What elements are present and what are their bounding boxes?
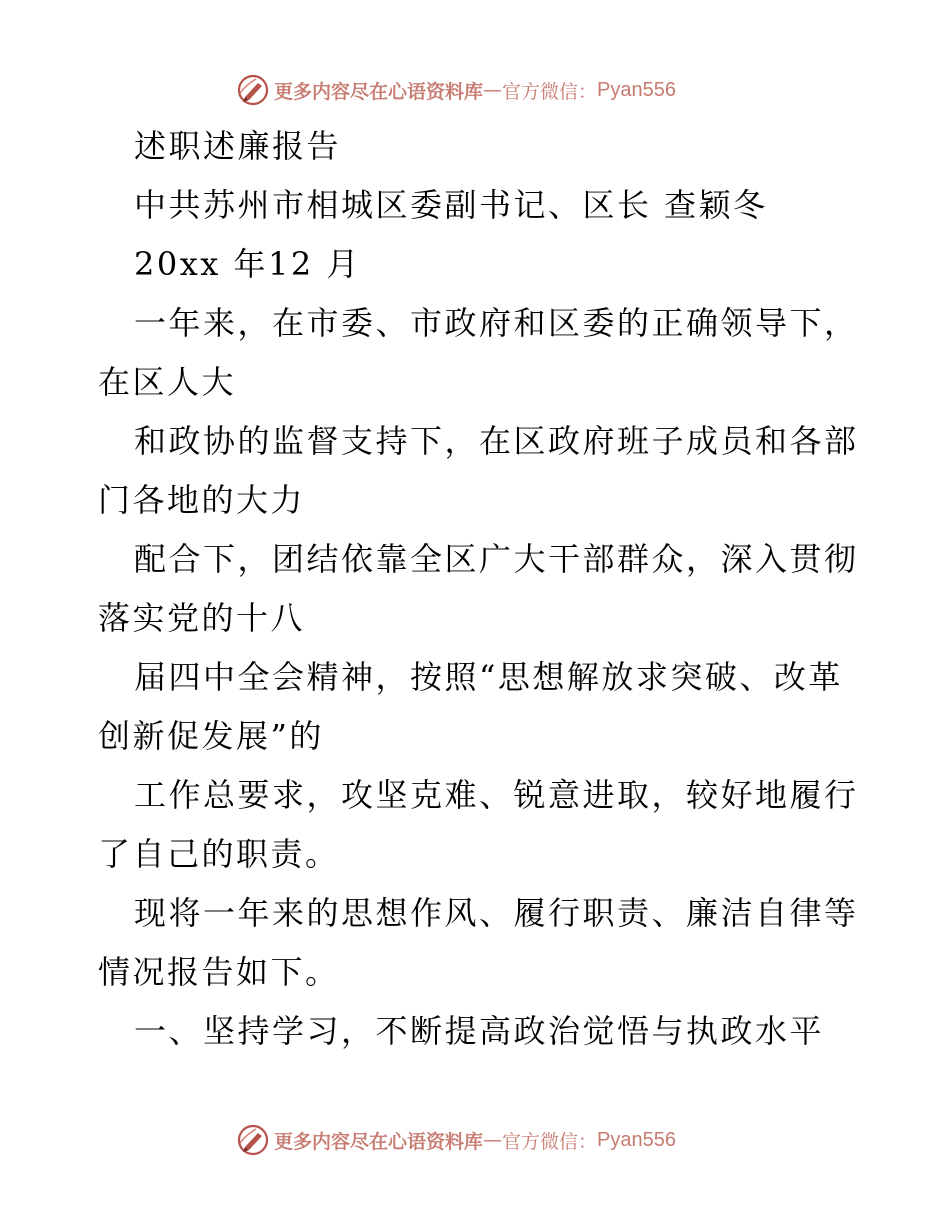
watermark-dash: — — [483, 79, 503, 101]
document-body — [98, 117, 858, 1061]
watermark-site-text: 更多内容尽在心语资料库 — [274, 1130, 484, 1153]
text-line: 现将一年来的思想作风、履行职责、廉洁自律等 — [134, 894, 859, 932]
text-line: 一年来，在市委、市政府和区委的正确领导下， — [134, 304, 859, 342]
pen-logo-icon — [236, 73, 270, 107]
text-line: 一、坚持学习，不断提高政治觉悟与执政水平 — [134, 1012, 825, 1050]
text-line: 中共苏州市相城区委副书记、区长 查颖冬 — [134, 186, 768, 224]
text-line: 了自己的职责。 — [98, 835, 340, 873]
text-line: 落实党的十八 — [98, 599, 306, 637]
text-line: 和政协的监督支持下，在区政府班子成员和各部 — [134, 422, 859, 460]
watermark-wechat-id: Pyan556 — [597, 78, 676, 101]
text-line: 述职述廉报告 — [134, 127, 342, 165]
watermark-dash: — — [483, 1129, 503, 1151]
footer-watermark — [236, 1123, 676, 1157]
text-line: 情况报告如下。 — [98, 953, 340, 991]
text-line: 工作总要求，攻坚克难、锐意进取，较好地履行 — [134, 776, 859, 814]
text-line: 门各地的大力 — [98, 481, 306, 519]
header-watermark — [236, 73, 676, 107]
text-line: 20xx 年12 月 — [134, 245, 361, 283]
text-line: 创新促发展”的 — [98, 717, 324, 755]
pen-logo-icon — [236, 1123, 270, 1157]
watermark-wechat-label: 官方微信： — [502, 1130, 598, 1153]
watermark-wechat-id: Pyan556 — [597, 1128, 676, 1151]
watermark-wechat-label: 官方微信： — [502, 80, 598, 103]
text-line: 在区人大 — [98, 363, 237, 401]
text-line: 届四中全会精神，按照“思想解放求突破、改革 — [134, 658, 843, 696]
watermark-site-text: 更多内容尽在心语资料库 — [274, 80, 484, 103]
text-line: 配合下，团结依靠全区广大干部群众，深入贯彻 — [134, 540, 859, 578]
